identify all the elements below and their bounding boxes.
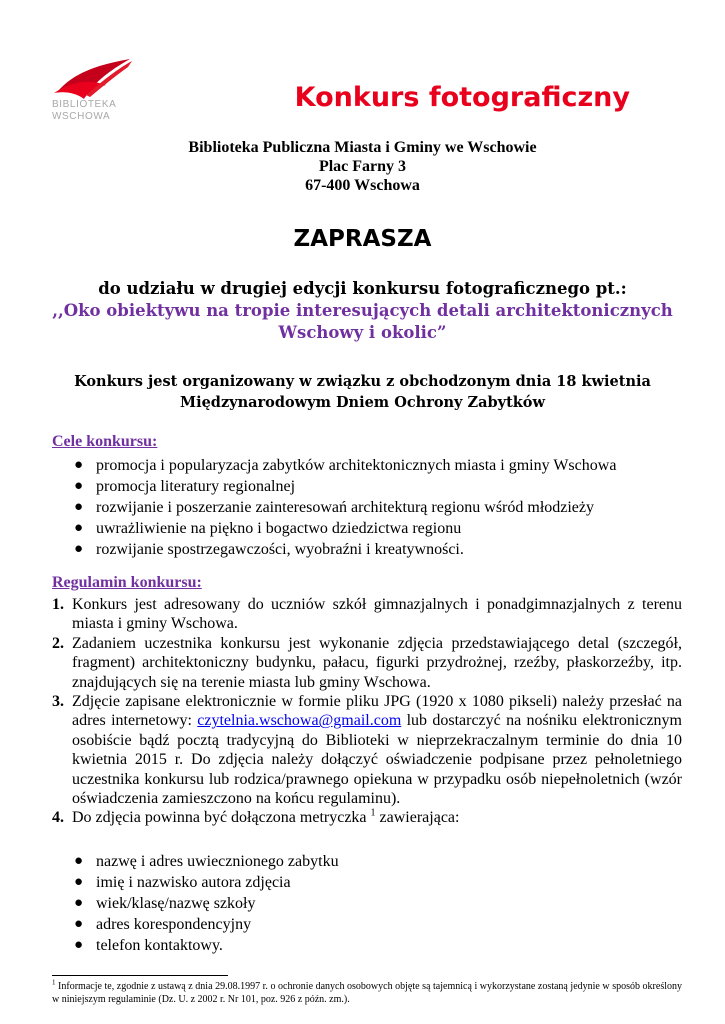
bullet-icon: ●	[74, 895, 84, 911]
bullet-icon: ●	[74, 874, 84, 890]
rule-text: Zadaniem uczestnika konkursu jest wykonanie zdjęcia przedstawiającego detal (szczegół, fragment) architektoniczny budynku, pałacu, figurki przydrożnej, rzeźby, płaskorzeźby, itp. znajdujących się na terenie miasta lub gminy Wschowa.	[72, 634, 682, 691]
organizer-address	[0, 138, 725, 195]
logo-ribbon-front	[54, 82, 106, 99]
goal-text: uwrażliwienie na piękno i bogactwo dziedzictwa regionu	[96, 520, 462, 537]
attachment-text: telefon kontaktowy.	[96, 937, 223, 954]
attachment-text: adres korespondencyjny	[96, 916, 252, 933]
invitation-heading: ZAPRASZA	[293, 226, 432, 252]
footnote-text: Informacje te, zgodnie z ustawą z dnia 29.08.1997 r. o ochronie danych osobowych objęte są tajemnicą i wykorzystane zostaną jedynie w sposób określony w niniejszym regulaminie (Dz. U. z 2002 r. Nr 101, poz. 926 z późn. zm.).	[52, 981, 682, 1005]
address-institution: Biblioteka Publiczna Miasta i Gminy we Wschowie	[188, 139, 537, 156]
bullet-icon: ●	[74, 916, 84, 932]
rule-text-continued: lub dostarczyć na nośniku elektronicznym osobiście bądź pocztą tradycyjną do Biblioteki w nieprzekraczalnym terminie do dnia 10 kwietnia 2015 r. Do zdjęcia należy dołączyć oświadczenie podpisane przez pełnoletniego uczestnika konkursu lub rodzica/prawnego opiekuna w przypadku osób niepełnoletnich (wzór oświadczenia zamieszczono na końcu regulaminu).	[72, 712, 683, 808]
bullet-icon: ●	[74, 499, 84, 515]
rule-item	[52, 595, 682, 634]
attachment-text: nazwę i adres uwiecznionego zabytku	[96, 853, 339, 870]
goal-text: rozwijanie i poszerzanie zainteresowań architekturą regionu wśród młodzieży	[96, 499, 595, 516]
goals-heading: Cele konkursu:	[52, 433, 158, 450]
goals-list	[0, 455, 616, 560]
address-street: Plac Farny 3	[318, 158, 407, 175]
rules-list	[52, 595, 682, 828]
rule-number: 3.	[52, 693, 64, 711]
page-title: Konkurs fotograficzny	[294, 82, 630, 113]
bullet-icon: ●	[74, 520, 84, 536]
footnote	[52, 980, 682, 1006]
rule-item	[52, 808, 682, 827]
list-item	[0, 893, 339, 914]
invitation-line: do udziału w drugiej edycji konkursu fotograficznego pt.:	[98, 279, 627, 298]
bullet-icon: ●	[74, 937, 84, 953]
address-postal: 67-400 Wschowa	[305, 177, 420, 194]
list-item	[0, 497, 616, 518]
occasion-line1: Konkurs jest organizowany w związku z obchodzonym dnia 18 kwietnia	[74, 373, 651, 390]
rule-item	[52, 692, 682, 808]
rules-heading: Regulamin konkursu:	[52, 574, 202, 591]
email-link[interactable]: czytelnia.wschowa@gmail.com	[197, 712, 402, 730]
bullet-icon: ●	[74, 541, 84, 557]
attachment-list	[0, 851, 339, 956]
attachment-text: imię i nazwisko autora zdjęcia	[96, 874, 291, 891]
footnote-divider	[52, 975, 228, 976]
rule-text: Zdjęcie zapisane elektronicznie w formie pliku JPG (1920 x 1080 pikseli) należy przesłać na adres internetowy:	[72, 693, 682, 730]
footnote-number: 1	[52, 978, 56, 987]
list-item	[0, 518, 616, 539]
list-item	[0, 476, 616, 497]
rule-text: Konkurs jest adresowany do uczniów szkół gimnazjalnych i ponadgimnazjalnych z terenu miasta i gminy Wschowa.	[72, 596, 682, 633]
bullet-icon: ●	[74, 478, 84, 494]
logo-text-town: WSCHOWA	[52, 111, 111, 122]
occasion-text	[0, 371, 725, 413]
rule-number: 4.	[52, 809, 64, 827]
list-item	[0, 851, 339, 872]
contest-theme-line2: Wschowy i okolic”	[278, 323, 447, 342]
goal-text: promocja literatury regionalnej	[96, 478, 296, 495]
list-item	[0, 539, 616, 560]
logo-text-library: BIBLIOTEKA	[52, 99, 117, 110]
attachment-text: wiek/klasę/nazwę szkoły	[96, 895, 256, 912]
occasion-line2: Międzynarodowym Dniem Ochrony Zabytków	[180, 394, 545, 411]
rule-text-continued: zawierająca:	[375, 809, 460, 827]
contest-theme-line1: ,,Oko obiektywu na tropie interesujących detali architektonicznych	[52, 301, 673, 320]
rule-number: 1.	[52, 596, 64, 613]
list-item	[0, 935, 339, 956]
bullet-icon: ●	[74, 853, 84, 869]
list-item	[0, 914, 339, 935]
invitation-text	[0, 278, 725, 344]
list-item	[0, 455, 616, 476]
goal-text: promocja i popularyzacja zabytków architektonicznych miasta i gminy Wschowa	[96, 457, 617, 474]
rule-text: Do zdjęcia powinna być dołączona metryczka	[72, 809, 371, 827]
goal-text: rozwijanie spostrzegawczości, wyobraźni i kreatywności.	[96, 541, 464, 558]
rule-number: 2.	[52, 634, 64, 652]
bullet-icon: ●	[74, 457, 84, 473]
rule-item	[52, 634, 682, 692]
list-item	[0, 872, 339, 893]
footnote-ref[interactable]: 1	[370, 808, 376, 820]
